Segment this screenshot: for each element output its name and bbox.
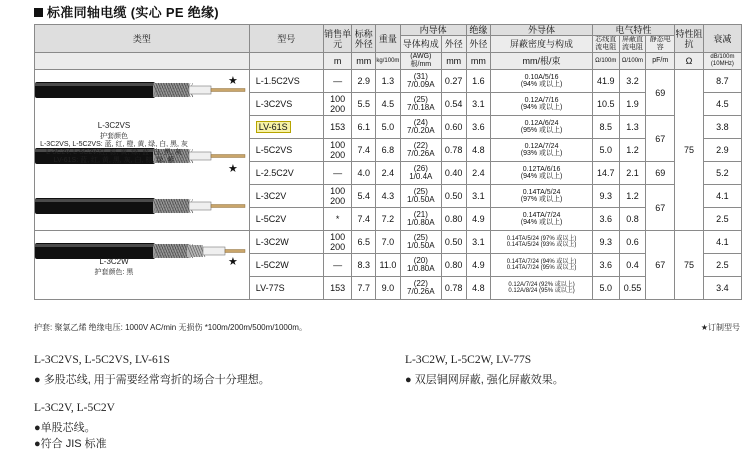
r-shield-cell: 0.6 <box>619 231 646 254</box>
model-name: L-5C2W <box>255 260 289 270</box>
type-description-line: 护套颜色 <box>100 133 128 140</box>
sales-unit-cell <box>323 185 352 208</box>
shield-cell <box>491 254 593 277</box>
atten-cell: 4.1 <box>703 231 741 254</box>
feature-title: L-3C2V, L-5C2V <box>34 402 115 414</box>
inner-od-cell: 0.50 <box>441 231 466 254</box>
type-description-line: L-3C2W <box>99 257 129 266</box>
r-center-cell: 5.0 <box>592 139 619 162</box>
sales-unit: * <box>335 214 340 224</box>
sales-unit-cell <box>323 139 352 162</box>
type-description <box>39 258 189 277</box>
header-inner-comp: 导体构成 <box>400 36 441 53</box>
sales-unit: 153 <box>330 122 346 132</box>
model-cell <box>249 139 323 162</box>
weight-cell: 7.2 <box>376 208 401 231</box>
custom-star-icon: ★ <box>228 163 238 175</box>
nominal-dia-cell: 8.3 <box>352 254 376 277</box>
inner-composition: (21) 1/0.80A <box>407 210 435 227</box>
inner-od-cell: 0.78 <box>441 139 466 162</box>
unit-cap: pF/m <box>646 53 675 70</box>
shield-cell <box>491 277 593 300</box>
header-nominal-dia: 标称外径 <box>352 25 376 53</box>
weight-cell: 5.0 <box>376 116 401 139</box>
weight-cell: 7.0 <box>376 231 401 254</box>
unit-r-center: Ω/100m <box>592 53 619 70</box>
model-name: LV-61S <box>256 121 291 133</box>
inner-comp-cell <box>400 116 441 139</box>
r-center-cell: 5.0 <box>592 277 619 300</box>
shield-spec: 0.14TA/5/24 (97% 或以上) <box>520 189 563 203</box>
r-shield-cell: 1.9 <box>619 93 646 116</box>
shield-spec: 0.10A/5/16 (94% 或以上) <box>520 74 563 88</box>
sales-unit-cell <box>323 208 352 231</box>
insul-od-cell: 3.1 <box>466 231 491 254</box>
model-name: L-5C2VS <box>255 145 293 155</box>
inner-od-cell: 0.60 <box>441 116 466 139</box>
shield-cell <box>491 70 593 93</box>
inner-composition: (22) 7/0.26A <box>407 279 435 296</box>
insul-od-cell: 4.8 <box>466 277 491 300</box>
inner-od-cell: 0.27 <box>441 70 466 93</box>
nominal-dia-cell: 4.0 <box>352 162 376 185</box>
unit-atten: dB/100m (10MHz) <box>703 53 741 70</box>
weight-cell: 2.4 <box>376 162 401 185</box>
insul-od-cell: 1.6 <box>466 70 491 93</box>
unit-insul-od: mm <box>466 53 491 70</box>
nominal-dia-cell: 7.7 <box>352 277 376 300</box>
inner-od-cell: 0.50 <box>441 185 466 208</box>
model-cell <box>249 254 323 277</box>
header-impedance: 特性阻抗 <box>675 25 704 53</box>
header-cap: 静态电容 <box>646 36 675 53</box>
model-name: L-3C2VS <box>255 99 293 109</box>
table-row <box>35 70 742 93</box>
insul-od-cell: 3.1 <box>466 185 491 208</box>
sales-unit: 100 200 <box>330 186 346 206</box>
header-r-center: 芯线直流电阻 <box>592 36 619 53</box>
insul-od-cell: 4.9 <box>466 254 491 277</box>
sales-unit: 100 200 <box>330 140 346 160</box>
type-description-line: 护套颜色: 黑 <box>94 269 134 276</box>
sales-unit-cell <box>323 70 352 93</box>
r-center-cell: 9.3 <box>592 231 619 254</box>
inner-composition: (25) 7/0.18A <box>407 95 435 112</box>
atten-cell: 2.5 <box>703 208 741 231</box>
inner-composition: (31) 7/0.09A <box>407 72 435 89</box>
model-cell <box>249 231 323 254</box>
capacitance-cell: 67 <box>646 116 675 162</box>
insul-od-cell: 3.1 <box>466 93 491 116</box>
header-shield: 屏蔽密度与构成 <box>491 36 593 53</box>
nominal-dia-cell: 2.9 <box>352 70 376 93</box>
inner-comp-cell <box>400 254 441 277</box>
weight-cell: 9.0 <box>376 277 401 300</box>
unit-type-blank <box>35 53 250 70</box>
shield-cell <box>491 116 593 139</box>
sales-unit-cell <box>323 231 352 254</box>
type-cell-vs <box>35 70 250 231</box>
sales-unit-cell <box>323 116 352 139</box>
shield-spec: 0.14TA/5/24 (97% 或以上) 0.14TA/5/24 (93% 或以上) <box>506 235 577 248</box>
atten-cell: 2.9 <box>703 139 741 162</box>
feature-text: ● 多股芯线, 用于需要经常弯折的场合十分理想。 <box>34 374 270 386</box>
header-type: 类型 <box>35 25 250 53</box>
feature-title: L-3C2VS, L-5C2VS, LV-61S <box>34 354 170 366</box>
capacitance-cell: 69 <box>646 162 675 185</box>
type-cell-w <box>35 231 250 300</box>
spec-table <box>34 24 742 300</box>
feature-text: ●符合 JIS 标准 <box>34 438 107 450</box>
custom-star-icon: ★ <box>228 75 238 87</box>
sales-unit-cell <box>323 162 352 185</box>
r-center-cell: 41.9 <box>592 70 619 93</box>
model-name: L-1.5C2VS <box>255 76 300 86</box>
feature-block-stranded <box>34 352 270 388</box>
insul-od-cell: 4.9 <box>466 208 491 231</box>
atten-cell: 8.7 <box>703 70 741 93</box>
model-cell <box>249 277 323 300</box>
insul-od-cell: 4.8 <box>466 139 491 162</box>
shield-cell <box>491 185 593 208</box>
sales-unit-cell <box>323 93 352 116</box>
sales-unit: 153 <box>330 283 346 293</box>
r-shield-cell: 0.55 <box>619 277 646 300</box>
sales-unit-cell <box>323 277 352 300</box>
header-outer: 外导体 <box>491 25 593 36</box>
unit-comp: (AWG)根/mm <box>400 53 441 70</box>
header-inner: 内导体 <box>400 25 466 36</box>
shield-spec: 0.12A/7/16 (94% 或以上) <box>520 97 563 111</box>
feature-title: L-3C2W, L-5C2W, LV-77S <box>405 354 532 366</box>
sales-unit: — <box>333 76 343 86</box>
type-description <box>39 122 189 165</box>
footnote-custom: ★订制型号 <box>700 323 740 332</box>
coax-cable-icon <box>35 72 247 108</box>
title-square-icon <box>34 8 43 17</box>
sales-unit: — <box>333 260 343 270</box>
unit-r-shield: Ω/100m <box>619 53 646 70</box>
model-cell <box>249 93 323 116</box>
model-cell <box>249 208 323 231</box>
shield-spec: 0.14TA/7/24 (94% 或以上) 0.14TA/7/24 (95% 或以上) <box>506 258 577 271</box>
type-description-line: L-3C2V, L-5C2V:红, 棕, 黄, 绿, 蓝, 白, 黑, 灰 <box>46 149 182 156</box>
header-sales-unit: 销售单元 <box>323 25 352 53</box>
type-description-line: L-3C2VS, L-5C2VS: 蓝, 红, 橙, 黄, 绿, 白, 黑, 灰 <box>40 141 188 148</box>
capacitance-cell: 69 <box>646 70 675 116</box>
r-shield-cell: 3.2 <box>619 70 646 93</box>
type-description-line: L-3C2VS <box>97 121 131 130</box>
inner-od-cell: 0.80 <box>441 254 466 277</box>
inner-od-cell: 0.78 <box>441 277 466 300</box>
unit-shield: mm/根/束 <box>491 53 593 70</box>
inner-od-cell: 0.80 <box>441 208 466 231</box>
feature-block-solid <box>34 400 115 452</box>
model-cell <box>249 70 323 93</box>
unit-dia: mm <box>352 53 376 70</box>
inner-composition: (24) 7/0.20A <box>407 118 435 135</box>
capacitance-cell: 67 <box>646 231 675 300</box>
shield-cell <box>491 208 593 231</box>
shield-spec: 0.12A/7/24 (93% 或以上) <box>520 143 563 157</box>
model-cell <box>249 116 323 139</box>
weight-cell: 11.0 <box>376 254 401 277</box>
weight-cell: 4.3 <box>376 185 401 208</box>
inner-composition: (26) 1/0.4A <box>409 164 433 181</box>
sales-unit: — <box>333 168 343 178</box>
r-shield-cell: 0.4 <box>619 254 646 277</box>
feature-text: ● 双层铜网屏蔽, 强化屏蔽效果。 <box>405 374 564 386</box>
shield-cell <box>491 93 593 116</box>
weight-cell: 4.5 <box>376 93 401 116</box>
atten-cell: 3.4 <box>703 277 741 300</box>
header-elec: 电气特性 <box>592 25 674 36</box>
r-shield-cell: 1.2 <box>619 185 646 208</box>
shield-cell <box>491 162 593 185</box>
inner-composition: (22) 7/0.26A <box>407 141 435 158</box>
feature-block-double <box>405 352 564 388</box>
inner-comp-cell <box>400 70 441 93</box>
header-r-shield: 屏蔽直流电阻 <box>619 36 646 53</box>
model-name: L-3C2V <box>255 191 287 201</box>
unit-sales: m <box>323 53 352 70</box>
r-center-cell: 14.7 <box>592 162 619 185</box>
atten-cell: 5.2 <box>703 162 741 185</box>
header-insul-od: 外径 <box>466 36 491 53</box>
shield-spec: 0.12TA/6/16 (94% 或以上) <box>520 166 563 180</box>
r-shield-cell: 0.8 <box>619 208 646 231</box>
inner-comp-cell <box>400 139 441 162</box>
unit-model-blank <box>249 53 323 70</box>
inner-comp-cell <box>400 185 441 208</box>
nominal-dia-cell: 7.4 <box>352 139 376 162</box>
sales-unit-cell <box>323 254 352 277</box>
shield-spec: 0.12A/7/24 (92% 或以上) 0.12A/8/24 (95% 或以上) <box>508 281 575 294</box>
shield-spec: 0.14TA/7/24 (94% 或以上) <box>520 212 563 226</box>
r-shield-cell: 2.1 <box>619 162 646 185</box>
nominal-dia-cell: 5.4 <box>352 185 376 208</box>
inner-composition: (25) 1/0.50A <box>407 187 435 204</box>
custom-star-icon: ★ <box>228 256 238 268</box>
atten-cell: 4.5 <box>703 93 741 116</box>
sales-unit: 100 200 <box>330 232 346 252</box>
type-description-line: LV-61S: 蓝, 红, 黄, 黑, 灰, 白, 棕, 绿, 紫 <box>53 157 175 164</box>
inner-comp-cell <box>400 162 441 185</box>
insul-od-cell: 3.6 <box>466 116 491 139</box>
impedance-cell: 75 <box>675 70 704 231</box>
nominal-dia-cell: 6.5 <box>352 231 376 254</box>
inner-comp-cell <box>400 277 441 300</box>
nominal-dia-cell: 7.4 <box>352 208 376 231</box>
feature-text: ●单股芯线。 <box>34 422 96 434</box>
page-title: 标准同轴电缆 (实心 PE 绝缘) <box>34 2 219 21</box>
inner-od-cell: 0.40 <box>441 162 466 185</box>
r-center-cell: 3.6 <box>592 254 619 277</box>
nominal-dia-cell: 5.5 <box>352 93 376 116</box>
model-name: LV-77S <box>255 283 285 293</box>
inner-composition: (25) 1/0.50A <box>407 233 435 250</box>
inner-composition: (20) 1/0.80A <box>407 256 435 273</box>
capacitance-cell: 67 <box>646 185 675 231</box>
sales-unit: 100 200 <box>330 94 346 114</box>
coax-cable-icon <box>35 188 247 224</box>
inner-comp-cell <box>400 93 441 116</box>
model-name: L-2.5C2V <box>255 168 294 178</box>
atten-cell: 3.8 <box>703 116 741 139</box>
impedance-cell: 75 <box>675 231 704 300</box>
model-name: L-3C2W <box>255 237 289 247</box>
unit-inner-od: mm <box>441 53 466 70</box>
weight-cell: 6.8 <box>376 139 401 162</box>
inner-od-cell: 0.54 <box>441 93 466 116</box>
footnote: 护套: 聚氯乙烯 绝缘电压: 1000V AC/min 无损伤 *100m/200m/500m/1000m。 <box>34 323 307 332</box>
header-atten: 衰减 <box>703 25 741 53</box>
r-shield-cell: 1.3 <box>619 116 646 139</box>
r-center-cell: 10.5 <box>592 93 619 116</box>
table-row <box>35 231 742 254</box>
atten-cell: 4.1 <box>703 185 741 208</box>
r-center-cell: 8.5 <box>592 116 619 139</box>
nominal-dia-cell: 6.1 <box>352 116 376 139</box>
header-weight: 重量 <box>376 25 401 53</box>
unit-imp: Ω <box>675 53 704 70</box>
model-cell <box>249 162 323 185</box>
r-center-cell: 3.6 <box>592 208 619 231</box>
header-insul: 绝缘 <box>466 25 491 36</box>
shield-cell <box>491 231 593 254</box>
insul-od-cell: 2.4 <box>466 162 491 185</box>
atten-cell: 2.5 <box>703 254 741 277</box>
r-center-cell: 9.3 <box>592 185 619 208</box>
model-name: L-5C2V <box>255 214 287 224</box>
r-shield-cell: 1.2 <box>619 139 646 162</box>
inner-comp-cell <box>400 231 441 254</box>
shield-spec: 0.12A/6/24 (95% 或以上) <box>520 120 563 134</box>
header-inner-od: 外径 <box>441 36 466 53</box>
weight-cell: 1.3 <box>376 70 401 93</box>
inner-comp-cell <box>400 208 441 231</box>
shield-cell <box>491 139 593 162</box>
unit-weight: kg/100m <box>376 53 401 70</box>
header-model: 型号 <box>249 25 323 53</box>
model-cell <box>249 185 323 208</box>
